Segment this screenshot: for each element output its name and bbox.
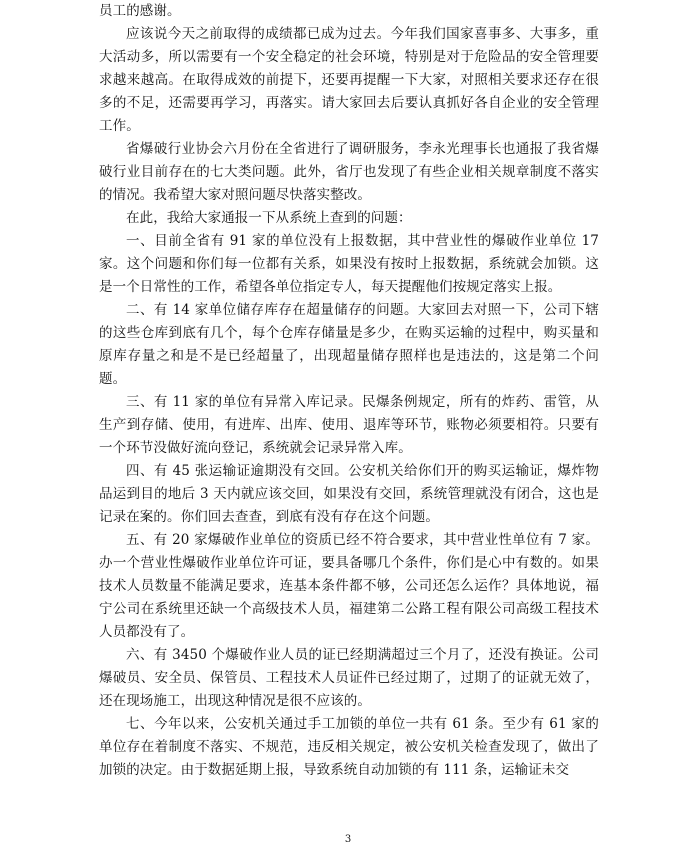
paragraph-association-survey: 省爆破行业协会六月份在全省进行了调研服务，李永光理事长也通报了我省爆破行业目前存在的七大类问题。此外，省厅也发现了有些企业相关规章制度不落实的情况。我希望大家对照问题尽快落实整改。 (99, 141, 599, 203)
paragraph-problem-5: 五、有 20 家爆破作业单位的资质已经不符合要求，其中营业性单位有 7 家。办一个营业性爆破作业单位许可证，要具备哪几个条件，你们是心中有数的。如果技术人员数量不能满足要求，连基本条件都不够，公司还怎么运作？具体地说，福宁公司在系统里还缺一个高级技术人员，福建第二公路工程有限公司高级工程技术人员都没有了。 (99, 532, 599, 640)
paragraph-problem-2: 二、有 14 家单位储存库存在超量储存的问题。大家回去对照一下，公司下辖的这些仓库到底有几个，每个仓库存储量是多少，在购买运输的过程中，购买量和原库存量之和是不是已经超量了，出现超量储存照样也是违法的，这是第二个问题。 (99, 302, 599, 387)
paragraph-past-achievements: 应该说今天之前取得的成绩都已成为过去。今年我们国家喜事多、大事多，重大活动多，所以需要有一个安全稳定的社会环境，特别是对于危险品的安全管理要求越来越高。在取得成效的前提下，还要再提醒一下大家，对照相关要求还存在很多的不足，还需要再学习，再落实。请大家回去后要认真抓好各自企业的安全管理工作。 (99, 26, 599, 134)
page-number: 3 (344, 834, 352, 845)
paragraph-problem-7: 七、今年以来，公安机关通过手工加锁的单位一共有 61 条。至少有 61 家的单位存在着制度不落实、不规范，违反相关规定，被公安机关检查发现了，做出了加锁的决定。由于数据延期上报，导致系统自动加锁的有 111 条，运输证未交 (99, 716, 599, 778)
paragraph-intro-problems: 在此，我给大家通报一下从系统上查到的问题： (126, 210, 412, 226)
paragraph-problem-3: 三、有 11 家的单位有异常入库记录。民爆条例规定，所有的炸药、雷管，从生产到存储、使用，有进库、出库、使用、退库等环节，账物必须要相符。只要有一个环节没做好流向登记，系统就会记录异常入库。 (99, 394, 599, 456)
document-body (99, 0, 599, 782)
paragraph-problem-1: 一、目前全省有 91 家的单位没有上报数据，其中营业性的爆破作业单位 17 家。这个问题和你们每一位都有关系，如果没有按时上报数据，系统就会加锁。这是一个日常性的工作，希望各单位指定专人，每天提醒他们按规定落实上报。 (99, 233, 599, 295)
paragraph-problem-6: 六、有 3450 个爆破作业人员的证已经期满超过三个月了，还没有换证。公司爆破员、安全员、保管员、工程技术人员证件已经过期了，过期了的证就无效了，还在现场施工，出现这种情况是很不应该的。 (99, 647, 599, 709)
paragraph-continuation: 员工的感谢。 (99, 3, 181, 19)
paragraph-problem-4: 四、有 45 张运输证逾期没有交回。公安机关给你们开的购买运输证，爆炸物品运到目的地后 3 天内就应该交回，如果没有交回，系统管理就没有闭合，这也是记录在案的。你们回去查查，到底有没有存在这个问题。 (99, 463, 599, 525)
